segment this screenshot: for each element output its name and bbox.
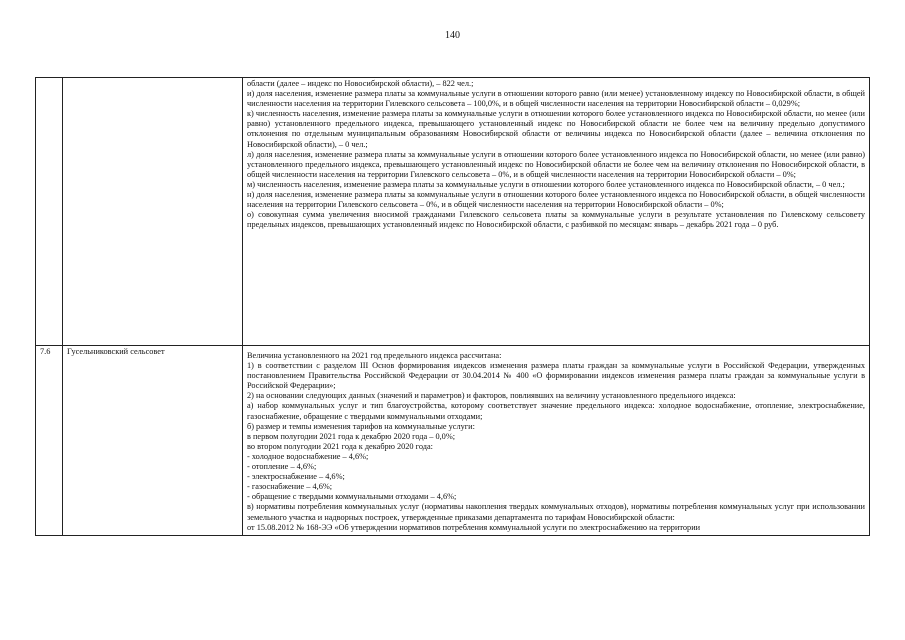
- municipality-name: [63, 78, 243, 346]
- paragraph: в первом полугодии 2021 года к декабрю 2020 года – 0,0%;: [247, 431, 456, 441]
- paragraph: а) набор коммунальных услуг и тип благоустройства, которому соответствует значение предельного индекса: холодное водоснабжение, отопление, электроснабжение, газоснабжение, обращение с твердыми коммунальными отходами;: [247, 401, 865, 421]
- table-row: [36, 346, 870, 536]
- paragraph: - холодное водоснабжение – 4,6%;: [247, 451, 369, 461]
- row-number: 7.6: [36, 346, 63, 536]
- paragraph: б) размер и темпы изменения тарифов на коммунальные услуги:: [247, 421, 475, 431]
- paragraph: во втором полугодии 2021 года к декабрю 2020 года:: [247, 441, 433, 451]
- paragraph: 2) на основании следующих данных (значений и параметров) и факторов, повлиявших на величину установленного предельного индекса:: [247, 391, 736, 401]
- paragraph: Величина установленного на 2021 год предельного индекса рассчитана:: [247, 351, 502, 360]
- paragraph: - электроснабжение – 4,6%;: [247, 472, 345, 482]
- paragraph: области (далее – индекс по Новосибирской области), – 822 чел.;: [247, 79, 474, 88]
- paragraph: н) доля населения, изменение размера платы за коммунальные услуги в отношении которого более установленного индекса по Новосибирской области, в общей численности населения на территории Гилевского сельсовета – 0%, и в общей численности населения на территории Новосибирской области – 0%;: [247, 190, 865, 210]
- paragraph: 1) в соответствии с разделом III Основ формирования индексов изменения размера платы граждан за коммунальные услуги в Российской Федерации, утвержденных постановлением Правительства Российской Федерации от 30.04.2014 № 400 «О формировании индексов изменения размера платы граждан за коммунальные услуги в Российской Федерации»;: [247, 361, 865, 391]
- description-cell: [243, 346, 870, 536]
- paragraph: - обращение с твердыми коммунальными отходами – 4,6%;: [247, 492, 457, 502]
- row-number: [36, 78, 63, 346]
- paragraph: м) численность населения, изменение размера платы за коммунальные услуги в отношении которого более установленного индекса по Новосибирской области, – 0 чел.;: [247, 179, 845, 189]
- paragraph: от 15.08.2012 № 168-ЭЭ «Об утверждении нормативов потребления коммунальной услуги по электроснабжению на территории: [247, 522, 701, 532]
- paragraph: о) совокупная сумма увеличения вносимой гражданами Гилевского сельсовета платы за коммунальные услуги в результате установления по Гилевскому сельсовету предельных индексов, превышающих установленный индекс по Новосибирской области, с разбивкой по месяцам: январь – декабрь 2021 года – 0 руб.: [247, 210, 865, 230]
- paragraph: к) численность населения, изменение размера платы за коммунальные услуги в отношении которого более установленного индекса по Новосибирской области, но менее (или равно) установленного предельного индекса, превышающего установленный индекс по Новосибирской области не более чем на величину предельно допустимого отклонения по отдельным муниципальным образованиям Новосибирской области от величины индекса по Новосибирской области (далее – величина отклонения по Новосибирской области), – 0 чел.;: [247, 109, 865, 149]
- paragraph: и) доля населения, изменение размера платы за коммунальные услуги в отношении которого равно (или менее) установленному индексу по Новосибирской области, в общей численности населения на территории Гилевского сельсовета – 100,0%, и в общей численности населения на территории Новосибирской области – 0,029%;: [247, 89, 865, 109]
- page-number: 140: [445, 30, 460, 41]
- paragraph: - газоснабжение – 4,6%;: [247, 482, 333, 492]
- municipality-name: Гусельниковский сельсовет: [63, 346, 243, 536]
- document-table: [35, 77, 870, 536]
- paragraph: л) доля населения, изменение размера платы за коммунальные услуги в отношении которого более установленного индекса по Новосибирской области, но менее (или равно) установленного предельного индекса, превышающего установленный индекс по Новосибирской области не более чем на величину отклонения по Новосибирской области, в общей численности населения на территории Гилевского сельсовета – 0%, и в общей численности населения на территории Новосибирской области – 0%;: [247, 149, 865, 179]
- table-row: [36, 78, 870, 346]
- paragraph: в) нормативы потребления коммунальных услуг (нормативы накопления твердых коммунальных отходов), нормативы потребления коммунальных услуг при использовании земельного участка и надворных построек, утвержденные приказами департамента по тарифам Новосибирской области:: [247, 502, 865, 522]
- description-cell: [243, 78, 870, 346]
- paragraph: - отопление – 4,6%;: [247, 462, 317, 472]
